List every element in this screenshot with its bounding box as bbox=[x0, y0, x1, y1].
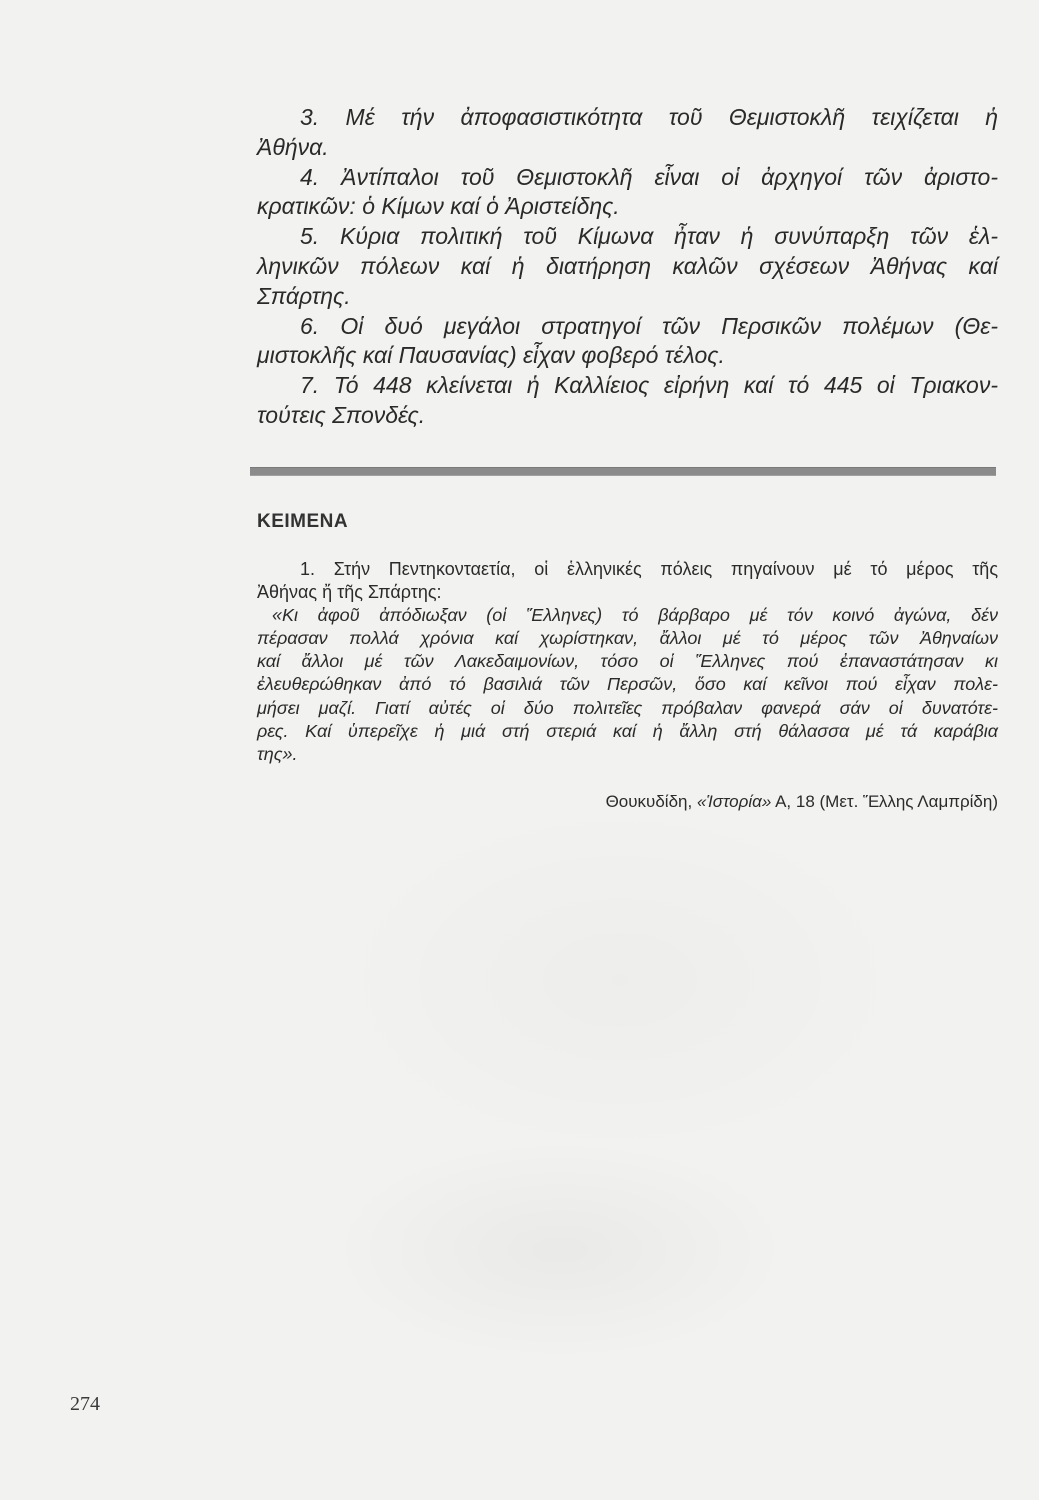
summary-item-4 bbox=[257, 163, 998, 223]
section-heading: ΚΕΙΜΕΝΑ bbox=[257, 511, 349, 532]
summary-line: Σπάρτης. bbox=[257, 282, 351, 309]
quote-line: ἐλευθερώθηκαν ἀπό τό βασιλιά τῶν Περσῶν, ὅσο καί κεῖνοι πού εἶχαν πολε- bbox=[257, 674, 998, 695]
summary-item-6 bbox=[257, 312, 998, 372]
excerpt-intro bbox=[257, 558, 998, 604]
summary-line: τούτεις Σπονδές. bbox=[257, 401, 426, 428]
excerpt-quote bbox=[257, 604, 998, 766]
excerpt-citation bbox=[606, 791, 998, 813]
summary-line: 4. Ἀντίπαλοι τοῦ Θεμιστοκλῆ εἶναι οἱ ἀρχηγοί τῶν ἀριστο- bbox=[300, 163, 998, 190]
summary-line: 7. Τό 448 κλείνεται ἡ Καλλίειος εἰρήνη καί τό 445 οἱ Τριακον- bbox=[300, 372, 998, 399]
summary-line: κρατικῶν: ὁ Κίμων καί ὁ Ἀριστείδης. bbox=[257, 193, 620, 220]
summary-line: ληνικῶν πόλεων καί ἡ διατήρηση καλῶν σχέσεων Ἀθήνας καί bbox=[257, 252, 998, 279]
quote-line: καί ἄλλοι μέ τῶν Λακεδαιμονίων, τόσο οἱ Ἕλληνες πού ἐπαναστάτησαν κι bbox=[257, 651, 998, 672]
summary-list bbox=[257, 103, 998, 431]
citation-reference: Α, 18 (Μετ. Ἕλλης Λαμπρίδη) bbox=[775, 792, 998, 811]
summary-line: μιστοκλῆς καί Παυσανίας) εἶχαν φοβερό τέλος. bbox=[257, 342, 725, 369]
citation-work: «Ἱστορία» bbox=[696, 792, 772, 811]
summary-item-3 bbox=[257, 103, 998, 163]
summary-item-5 bbox=[257, 222, 998, 311]
intro-line: 1. Στήν Πεντηκονταετία, οἱ ἑλληνικές πόλεις πηγαίνουν μέ τό μέρος τῆς bbox=[300, 559, 998, 579]
summary-line: 3. Μέ τήν ἀποφασιστικότητα τοῦ Θεμιστοκλῆ τειχίζεται ἡ bbox=[300, 104, 998, 130]
intro-line: Ἀθήνας ἤ τῆς Σπάρτης: bbox=[257, 582, 442, 603]
summary-line: 5. Κύρια πολιτική τοῦ Κίμωνα ἦταν ἡ συνύπαρξη τῶν ἑλ- bbox=[300, 223, 998, 250]
quote-line: «Κι ἀφοῦ ἀπόδιωξαν (οἱ Ἕλληνες) τό βάρβαρο μέ τόν κοινό ἀγώνα, δέν bbox=[272, 605, 998, 626]
quote-line: μήσει μαζί. Γιατί αὐτές οἱ δύο πολιτεῖες πρόβαλαν φανερά σάν οἱ δυνατότε- bbox=[257, 697, 998, 718]
quote-line: πέρασαν πολλά χρόνια καί χωρίστηκαν, ἄλλοι μέ τό μέρος τῶν Ἀθηναίων bbox=[257, 628, 998, 649]
summary-line: 6. Οἱ δυό μεγάλοι στρατηγοί τῶν Περσικῶν πολέμων (Θε- bbox=[300, 312, 998, 339]
page-number: 274 bbox=[70, 1393, 100, 1415]
summary-line: Ἀθήνα. bbox=[257, 133, 329, 160]
citation-author: Θουκυδίδη, bbox=[605, 792, 693, 811]
summary-item-7 bbox=[257, 371, 998, 431]
excerpt-1 bbox=[257, 558, 998, 766]
quote-line: της». bbox=[257, 743, 298, 764]
section-divider bbox=[250, 467, 996, 476]
quote-line: ρες. Καί ὑπερεῖχε ἡ μιά στή στεριά καί ἡ ἄλλη στή θάλασσα μέ τά καράβια bbox=[257, 720, 998, 741]
